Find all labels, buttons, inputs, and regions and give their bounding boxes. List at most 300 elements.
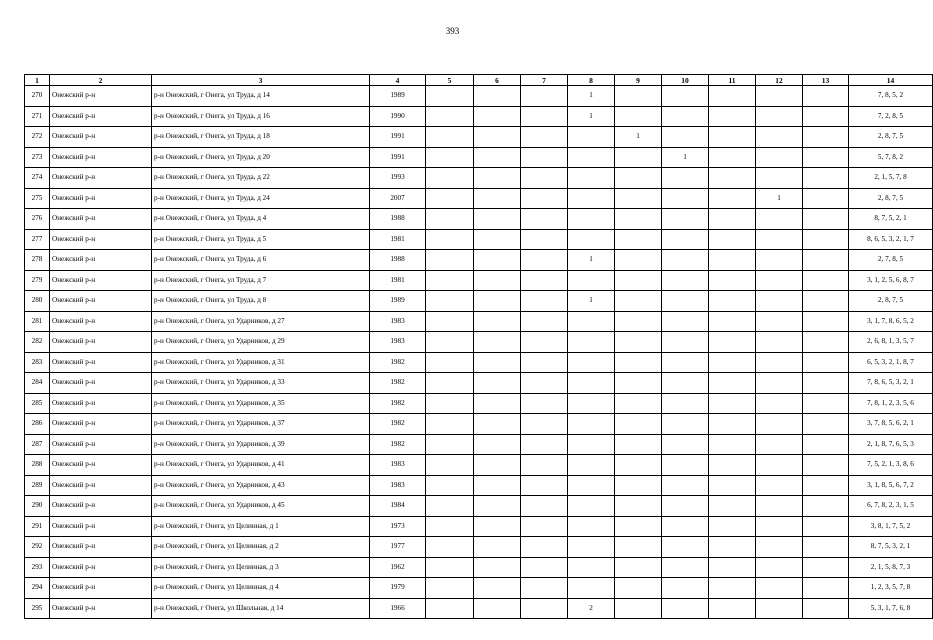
col6-cell [474,209,521,230]
col8-cell [568,229,615,250]
table-row [25,270,933,291]
col11-cell [709,537,756,558]
col9-cell [615,516,662,537]
table-row [25,250,933,271]
row-number: 278 [25,250,50,271]
col7-cell [521,352,568,373]
col7-cell [521,250,568,271]
col13-cell [803,270,849,291]
col12-cell [756,414,803,435]
col6-cell [474,250,521,271]
col8-cell [568,578,615,599]
col11-cell [709,373,756,394]
col5-cell [426,516,474,537]
col12-cell [756,373,803,394]
col12-cell [756,455,803,476]
col12-cell [756,147,803,168]
year-cell: 1982 [370,434,426,455]
row-number: 295 [25,598,50,619]
column-header-12: 12 [756,75,803,86]
col13-cell [803,229,849,250]
column-header-10: 10 [662,75,709,86]
col7-cell [521,147,568,168]
table-row [25,434,933,455]
col6-cell [474,414,521,435]
year-cell: 1989 [370,86,426,107]
col5-cell [426,188,474,209]
col10-cell [662,127,709,148]
address-cell: р-н Онежский, г Онега, ул Ударников, д 35 [152,393,370,414]
row-number: 292 [25,537,50,558]
col11-cell [709,393,756,414]
col6-cell [474,127,521,148]
col11-cell [709,598,756,619]
column-header-5: 5 [426,75,474,86]
col13-cell [803,250,849,271]
year-cell: 1983 [370,475,426,496]
col7-cell [521,414,568,435]
year-cell: 1966 [370,598,426,619]
column-header-13: 13 [803,75,849,86]
row-number: 277 [25,229,50,250]
row-number: 294 [25,578,50,599]
col9-cell [615,352,662,373]
col5-cell [426,270,474,291]
col9-cell [615,270,662,291]
col13-cell [803,188,849,209]
col10-cell [662,209,709,230]
col6-cell [474,455,521,476]
col12-cell [756,229,803,250]
column-header-6: 6 [474,75,521,86]
col6-cell [474,537,521,558]
col13-cell [803,291,849,312]
col5-cell [426,475,474,496]
col10-cell [662,434,709,455]
year-cell: 1981 [370,270,426,291]
table-row [25,496,933,517]
year-cell: 1983 [370,332,426,353]
col8-cell [568,127,615,148]
col13-cell [803,475,849,496]
address-cell: р-н Онежский, г Онега, ул Целинная, д 2 [152,537,370,558]
col6-cell [474,496,521,517]
col12-cell [756,393,803,414]
col9-cell [615,455,662,476]
row-number: 281 [25,311,50,332]
col7-cell [521,86,568,107]
col11-cell [709,352,756,373]
row-number: 280 [25,291,50,312]
col10-cell: 1 [662,147,709,168]
col7-cell [521,557,568,578]
col5-cell [426,434,474,455]
col5-cell [426,250,474,271]
address-cell: р-н Онежский, г Онега, ул Ударников, д 31 [152,352,370,373]
table-row [25,598,933,619]
col8-cell: 1 [568,106,615,127]
table-row [25,86,933,107]
col8-cell [568,373,615,394]
col10-cell [662,106,709,127]
col13-cell [803,393,849,414]
row-number: 287 [25,434,50,455]
col8-cell [568,209,615,230]
col7-cell [521,229,568,250]
col10-cell [662,516,709,537]
year-cell: 1982 [370,352,426,373]
col10-cell [662,332,709,353]
column-header-7: 7 [521,75,568,86]
table-row [25,168,933,189]
district-cell: Онежский р-н [50,106,152,127]
table-row [25,106,933,127]
district-cell: Онежский р-н [50,209,152,230]
codes-cell: 8, 7, 5, 2, 1 [849,209,933,230]
codes-cell: 8, 7, 5, 3, 2, 1 [849,537,933,558]
year-cell: 1962 [370,557,426,578]
codes-cell: 2, 8, 7, 5 [849,188,933,209]
row-number: 293 [25,557,50,578]
col7-cell [521,188,568,209]
col8-cell [568,434,615,455]
col7-cell [521,291,568,312]
district-cell: Онежский р-н [50,250,152,271]
codes-cell: 7, 2, 8, 5 [849,106,933,127]
column-header-14: 14 [849,75,933,86]
codes-cell: 6, 7, 8, 2, 3, 1, 5 [849,496,933,517]
col13-cell [803,516,849,537]
col8-cell [568,475,615,496]
table-row [25,455,933,476]
col11-cell [709,311,756,332]
col6-cell [474,332,521,353]
col12-cell [756,434,803,455]
address-cell: р-н Онежский, г Онега, ул Труда, д 18 [152,127,370,148]
year-cell: 1982 [370,414,426,435]
table-row [25,291,933,312]
address-cell: р-н Онежский, г Онега, ул Ударников, д 39 [152,434,370,455]
col7-cell [521,496,568,517]
col11-cell [709,291,756,312]
row-number: 279 [25,270,50,291]
table-row [25,475,933,496]
col11-cell [709,86,756,107]
col10-cell [662,270,709,291]
district-cell: Онежский р-н [50,311,152,332]
codes-cell: 7, 8, 6, 5, 3, 2, 1 [849,373,933,394]
col13-cell [803,578,849,599]
address-cell: р-н Онежский, г Онега, ул Ударников, д 29 [152,332,370,353]
table-row [25,373,933,394]
col11-cell [709,455,756,476]
district-cell: Онежский р-н [50,229,152,250]
col10-cell [662,455,709,476]
col6-cell [474,475,521,496]
row-number: 270 [25,86,50,107]
address-cell: р-н Онежский, г Онега, ул Школьная, д 14 [152,598,370,619]
col8-cell [568,270,615,291]
col13-cell [803,598,849,619]
col8-cell: 1 [568,250,615,271]
table-row [25,414,933,435]
codes-cell: 3, 1, 7, 8, 6, 5, 2 [849,311,933,332]
col13-cell [803,352,849,373]
col11-cell [709,516,756,537]
col11-cell [709,557,756,578]
col5-cell [426,311,474,332]
col5-cell [426,557,474,578]
col7-cell [521,311,568,332]
table-row [25,127,933,148]
col6-cell [474,188,521,209]
col13-cell [803,209,849,230]
col7-cell [521,127,568,148]
district-cell: Онежский р-н [50,291,152,312]
col12-cell [756,86,803,107]
col11-cell [709,250,756,271]
col5-cell [426,209,474,230]
col7-cell [521,537,568,558]
codes-cell: 3, 8, 1, 7, 5, 2 [849,516,933,537]
codes-cell: 2, 1, 5, 8, 7, 3 [849,557,933,578]
col7-cell [521,578,568,599]
col8-cell [568,188,615,209]
col11-cell [709,332,756,353]
col10-cell [662,475,709,496]
col5-cell [426,373,474,394]
col11-cell [709,168,756,189]
row-number: 282 [25,332,50,353]
col11-cell [709,209,756,230]
col13-cell [803,332,849,353]
col11-cell [709,434,756,455]
year-cell: 1993 [370,168,426,189]
col9-cell [615,598,662,619]
col5-cell [426,86,474,107]
col12-cell [756,496,803,517]
year-cell: 1983 [370,311,426,332]
col5-cell [426,147,474,168]
column-header-2: 2 [50,75,152,86]
col7-cell [521,598,568,619]
col12-cell [756,578,803,599]
year-cell: 1990 [370,106,426,127]
col7-cell [521,106,568,127]
col9-cell [615,86,662,107]
col6-cell [474,147,521,168]
column-header-3: 3 [152,75,370,86]
col10-cell [662,291,709,312]
col10-cell [662,537,709,558]
address-cell: р-н Онежский, г Онега, ул Труда, д 16 [152,106,370,127]
address-cell: р-н Онежский, г Онега, ул Ударников, д 43 [152,475,370,496]
col8-cell: 2 [568,598,615,619]
col5-cell [426,578,474,599]
col11-cell [709,229,756,250]
row-number: 286 [25,414,50,435]
col5-cell [426,393,474,414]
row-number: 291 [25,516,50,537]
row-number: 289 [25,475,50,496]
col12-cell [756,311,803,332]
row-number: 271 [25,106,50,127]
col9-cell: 1 [615,127,662,148]
row-number: 288 [25,455,50,476]
year-cell: 1989 [370,291,426,312]
year-cell: 1977 [370,537,426,558]
col8-cell: 1 [568,86,615,107]
col10-cell [662,393,709,414]
col10-cell [662,250,709,271]
col11-cell [709,127,756,148]
col5-cell [426,127,474,148]
col13-cell [803,127,849,148]
col7-cell [521,168,568,189]
col12-cell [756,598,803,619]
col8-cell [568,168,615,189]
col9-cell [615,434,662,455]
year-cell: 1973 [370,516,426,537]
col5-cell [426,496,474,517]
col7-cell [521,434,568,455]
district-cell: Онежский р-н [50,475,152,496]
address-cell: р-н Онежский, г Онега, ул Ударников, д 27 [152,311,370,332]
address-cell: р-н Онежский, г Онега, ул Труда, д 20 [152,147,370,168]
row-number: 276 [25,209,50,230]
address-cell: р-н Онежский, г Онега, ул Труда, д 6 [152,250,370,271]
district-cell: Онежский р-н [50,352,152,373]
address-cell: р-н Онежский, г Онега, ул Ударников, д 33 [152,373,370,394]
col12-cell [756,557,803,578]
col5-cell [426,414,474,435]
address-cell: р-н Онежский, г Онега, ул Труда, д 5 [152,229,370,250]
col6-cell [474,86,521,107]
col9-cell [615,496,662,517]
district-cell: Онежский р-н [50,127,152,148]
header-row [25,75,933,86]
col11-cell [709,188,756,209]
column-header-8: 8 [568,75,615,86]
col5-cell [426,106,474,127]
col12-cell [756,168,803,189]
col5-cell [426,229,474,250]
column-header-1: 1 [25,75,50,86]
row-number: 272 [25,127,50,148]
district-cell: Онежский р-н [50,270,152,291]
address-cell: р-н Онежский, г Онега, ул Целинная, д 4 [152,578,370,599]
col8-cell [568,496,615,517]
codes-cell: 3, 7, 8, 5, 6, 2, 1 [849,414,933,435]
codes-cell: 5, 3, 1, 7, 6, 8 [849,598,933,619]
col10-cell [662,496,709,517]
col9-cell [615,147,662,168]
col9-cell [615,578,662,599]
year-cell: 1982 [370,393,426,414]
col10-cell [662,373,709,394]
col7-cell [521,475,568,496]
col8-cell [568,352,615,373]
codes-cell: 2, 1, 8, 7, 6, 5, 3 [849,434,933,455]
codes-cell: 2, 8, 7, 5 [849,291,933,312]
column-header-11: 11 [709,75,756,86]
col5-cell [426,168,474,189]
address-cell: р-н Онежский, г Онега, ул Труда, д 22 [152,168,370,189]
col11-cell [709,578,756,599]
district-cell: Онежский р-н [50,598,152,619]
col10-cell [662,578,709,599]
col13-cell [803,455,849,476]
year-cell: 1981 [370,229,426,250]
codes-cell: 5, 7, 8, 2 [849,147,933,168]
year-cell: 1982 [370,373,426,394]
year-cell: 1979 [370,578,426,599]
col12-cell [756,475,803,496]
codes-cell: 3, 1, 2, 5, 6, 8, 7 [849,270,933,291]
col9-cell [615,311,662,332]
table-row [25,311,933,332]
table-row [25,332,933,353]
col10-cell [662,598,709,619]
codes-cell: 1, 2, 3, 5, 7, 8 [849,578,933,599]
col9-cell [615,188,662,209]
col12-cell [756,516,803,537]
col11-cell [709,475,756,496]
col12-cell [756,209,803,230]
col7-cell [521,455,568,476]
district-cell: Онежский р-н [50,434,152,455]
col11-cell [709,496,756,517]
col9-cell [615,209,662,230]
col8-cell: 1 [568,291,615,312]
codes-cell: 8, 6, 5, 3, 2, 1, 7 [849,229,933,250]
table-row [25,516,933,537]
codes-cell: 2, 1, 5, 7, 8 [849,168,933,189]
district-cell: Онежский р-н [50,86,152,107]
col7-cell [521,373,568,394]
col6-cell [474,434,521,455]
col9-cell [615,168,662,189]
col8-cell [568,311,615,332]
col10-cell [662,311,709,332]
col6-cell [474,598,521,619]
col9-cell [615,414,662,435]
year-cell: 1984 [370,496,426,517]
table-row [25,393,933,414]
table-row [25,229,933,250]
col11-cell [709,147,756,168]
col8-cell [568,147,615,168]
col9-cell [615,537,662,558]
col8-cell [568,393,615,414]
address-cell: р-н Онежский, г Онега, ул Труда, д 7 [152,270,370,291]
district-cell: Онежский р-н [50,578,152,599]
address-cell: р-н Онежский, г Онега, ул Целинная, д 3 [152,557,370,578]
table-row [25,578,933,599]
address-cell: р-н Онежский, г Онега, ул Труда, д 8 [152,291,370,312]
district-cell: Онежский р-н [50,168,152,189]
page-number: 393 [445,26,460,36]
district-cell: Онежский р-н [50,147,152,168]
col12-cell [756,537,803,558]
col13-cell [803,106,849,127]
col13-cell [803,434,849,455]
col9-cell [615,557,662,578]
col13-cell [803,147,849,168]
district-cell: Онежский р-н [50,516,152,537]
row-number: 273 [25,147,50,168]
col13-cell [803,557,849,578]
